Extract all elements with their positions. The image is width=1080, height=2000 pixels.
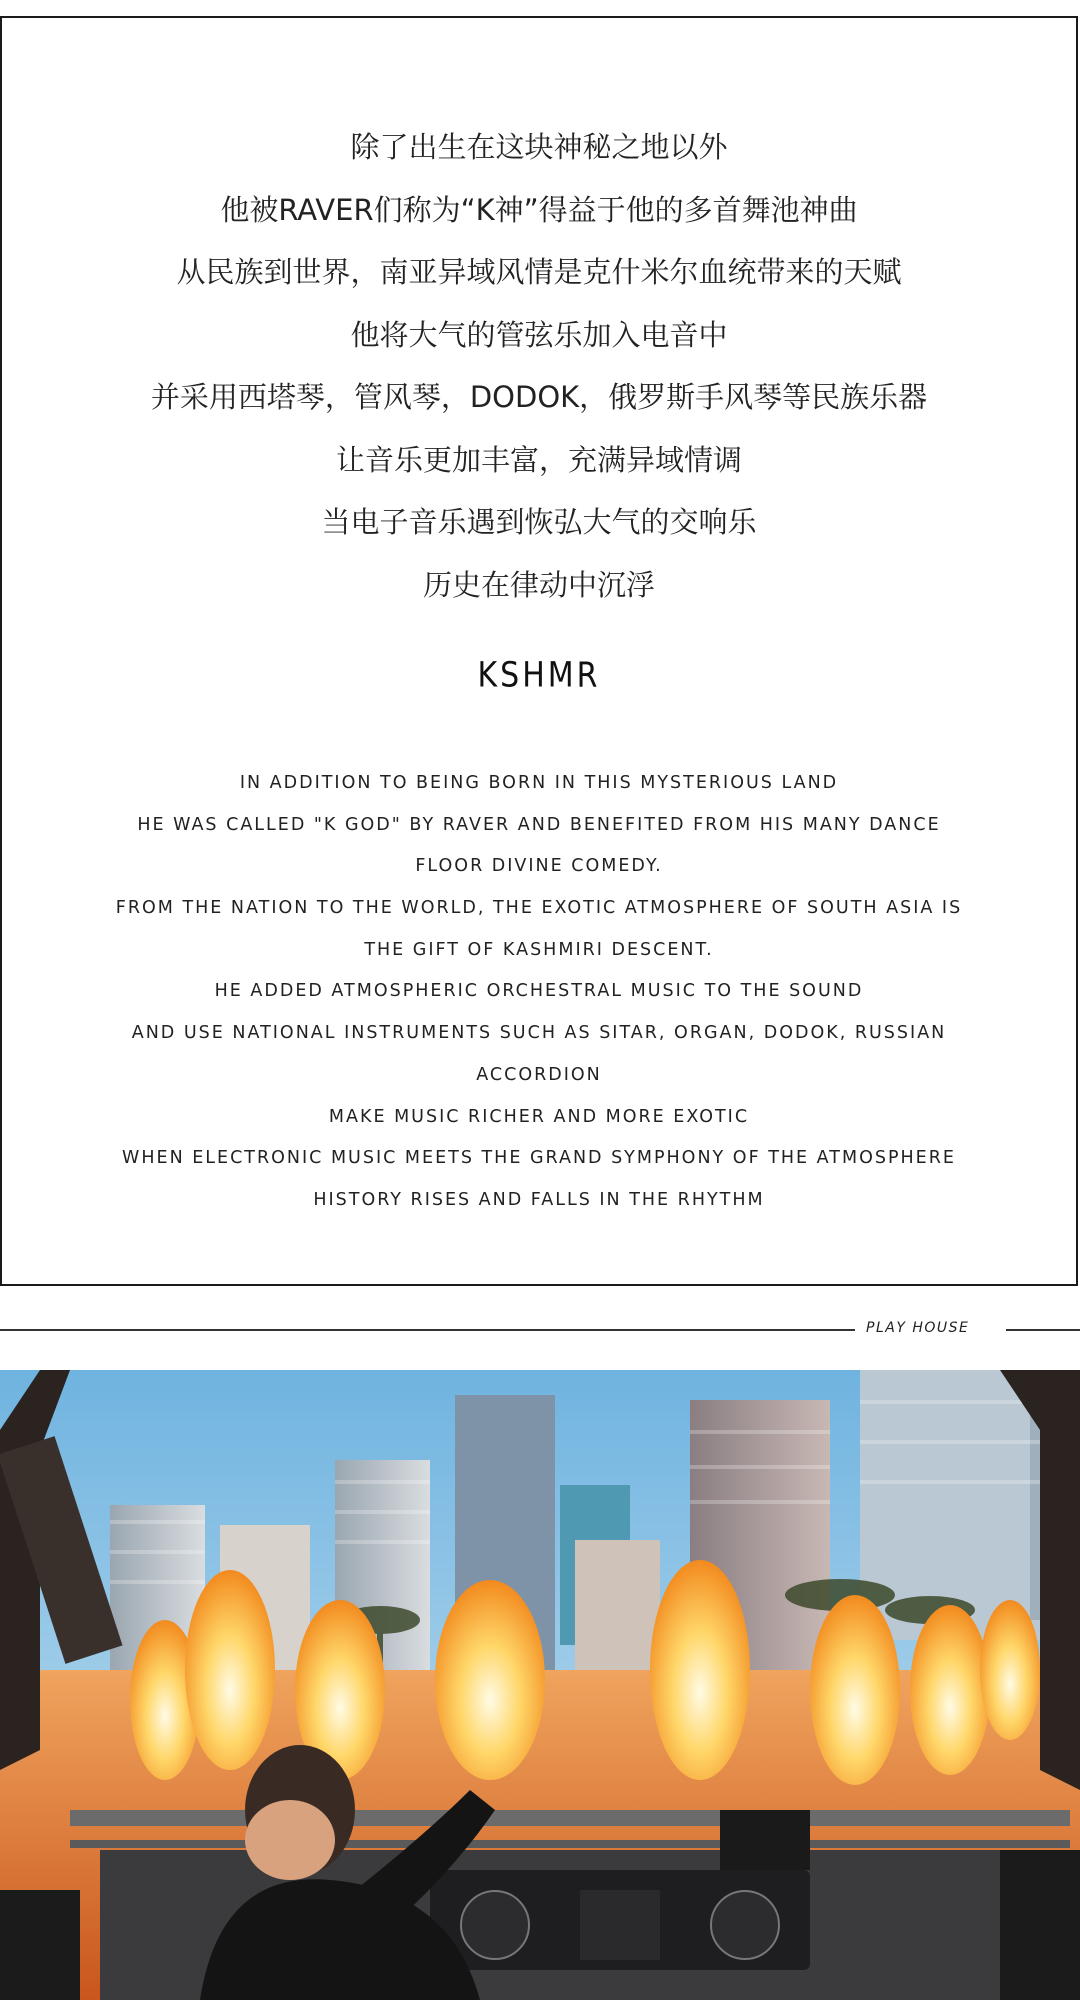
english-line: HE ADDED ATMOSPHERIC ORCHESTRAL MUSIC TO THE SOUND	[214, 981, 864, 1002]
english-line: HISTORY RISES AND FALLS IN THE RHYTHM	[313, 1189, 765, 1210]
english-line: IN ADDITION TO BEING BORN IN THIS MYSTERIOUS LAND	[239, 773, 839, 793]
english-line: HE WAS CALLED "K GOD" BY RAVER AND BENEFITED FROM HIS MANY DANCE	[137, 814, 941, 835]
divider-rule-left	[0, 1329, 855, 1331]
divider-rule-right	[1006, 1329, 1080, 1331]
english-line: MAKE MUSIC RICHER AND MORE EXOTIC	[328, 1106, 750, 1127]
divider-label: PLAY HOUSE	[866, 1320, 970, 1336]
english-line: ACCORDION	[476, 1064, 602, 1085]
chinese-paragraph	[2, 116, 1076, 616]
festival-photo	[0, 1370, 1080, 2000]
english-line: FLOOR DIVINE COMEDY.	[415, 856, 663, 877]
english-line: FROM THE NATION TO THE WORLD, THE EXOTIC ATMOSPHERE OF SOUTH ASIA IS	[115, 898, 963, 919]
chinese-line: 从民族到世界，南亚异域风情是克什米尔血统带来的天赋	[176, 255, 902, 289]
chinese-line: 他被RAVER们称为“K神”得益于他的多首舞池神曲	[220, 192, 858, 227]
chinese-line: 并采用西塔琴，管风琴，DODOK，俄罗斯手风琴等民族乐器	[150, 380, 928, 414]
chinese-line: 除了出生在这块神秘之地以外	[350, 130, 728, 164]
text-card	[0, 16, 1078, 1286]
chinese-line: 历史在律动中沉浮	[422, 567, 655, 602]
play-house-divider	[0, 1318, 1080, 1342]
chinese-line: 他将大气的管弦乐加入电音中	[350, 317, 728, 352]
kshmr-logo	[2, 655, 1076, 696]
chinese-line: 当电子音乐遇到恢弘大气的交响乐	[321, 505, 757, 539]
english-line: WHEN ELECTRONIC MUSIC MEETS THE GRAND SYMPHONY OF THE ATMOSPHERE	[122, 1148, 956, 1169]
festival-photo-illustration	[0, 1370, 1080, 2000]
english-paragraph	[62, 763, 1016, 1222]
english-line: THE GIFT OF KASHMIRI DESCENT.	[364, 939, 714, 960]
chinese-line: 让音乐更加丰富，充满异域情调	[335, 442, 742, 477]
english-line: AND USE NATIONAL INSTRUMENTS SUCH AS SITAR, ORGAN, DODOK, RUSSIAN	[131, 1023, 947, 1044]
logo-text: KSHMR	[477, 655, 601, 696]
